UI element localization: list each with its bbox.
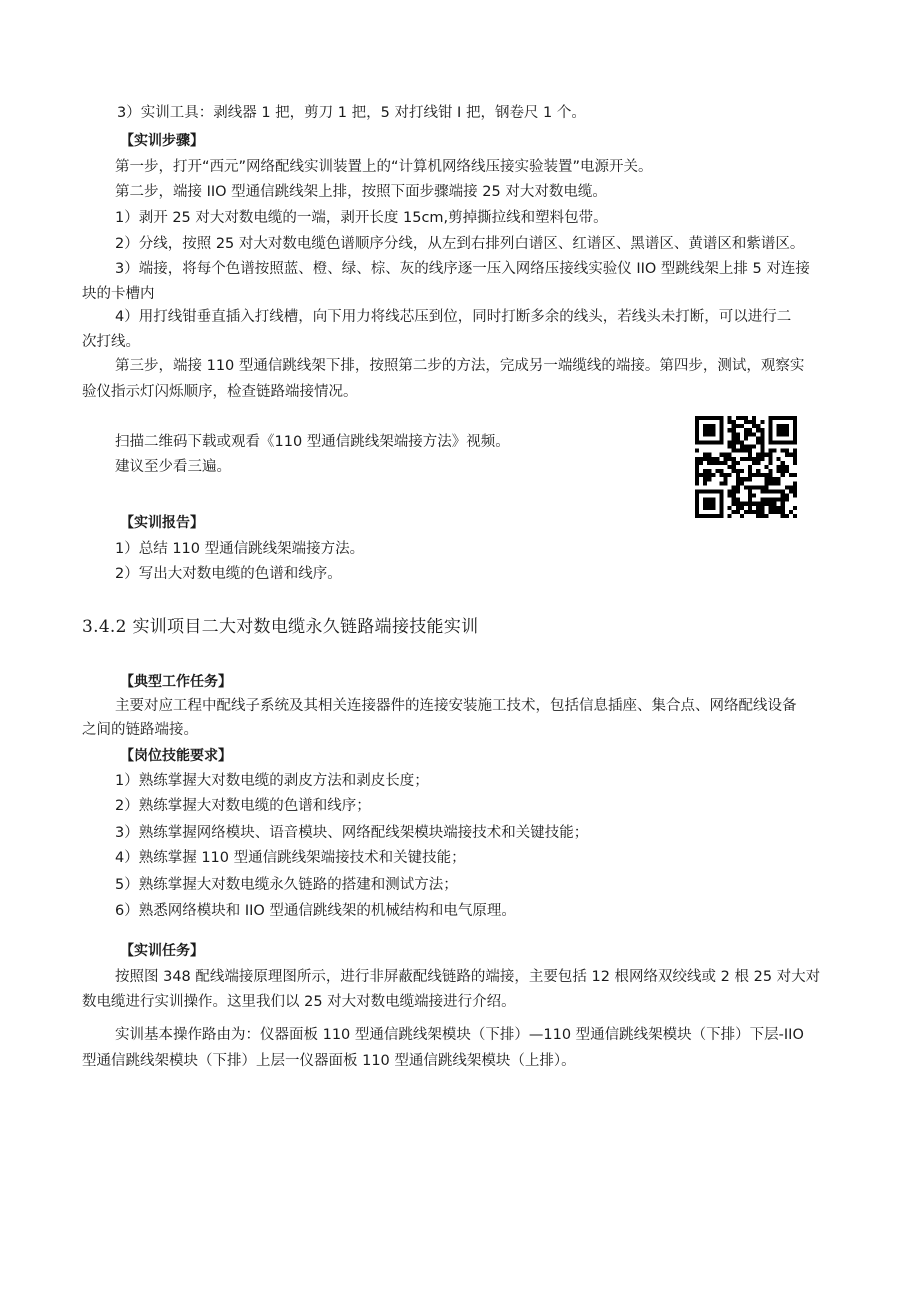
qr-code-icon[interactable] — [695, 416, 797, 518]
route-text: 实训基本操作路由为：仪器面板 110 型通信跳线架模块（下排）—110 型通信跳线架模块（下排）下层-IIO — [115, 1027, 804, 1043]
step1-text: 第一步，打开“西元”网络配线实训装置上的“计算机网络线压接实验装置”电源开关。 — [115, 159, 653, 175]
mission-text: 按照图 348 配线端接原理图所示，进行非屏蔽配线链路的端接，主要包括 12 根网络双绞线或 2 根 25 对大对 — [115, 969, 821, 985]
qr-caption-line2: 建议至少看三遍。 — [115, 459, 231, 475]
skill-item: 5）熟练掌握大对数电缆永久链路的搭建和测试方法； — [115, 877, 458, 893]
substep2-text: 2）分线，按照 25 对大对数电缆色谱顺序分线，从左到右排列白谱区、红谱区、黑谱区、黄谱区和紫谱区。 — [115, 236, 805, 252]
substep4-continuation: 次打线。 — [82, 334, 140, 350]
report-item-1: 1）总结 110 型通信跳线架端接方法。 — [115, 541, 365, 557]
qr-caption-line1: 扫描二维码下载或观看《110 型通信跳线架端接方法》视频。 — [115, 434, 510, 450]
skill-item: 2）熟练掌握大对数电缆的色谱和线序； — [115, 798, 371, 814]
skill-item: 6）熟悉网络模块和 IIO 型通信跳线架的机械结构和电气原理。 — [115, 903, 516, 919]
step3-continuation: 验仪指示灯闪烁顺序，检查链路端接情况。 — [82, 384, 358, 400]
skills-heading: 【岗位技能要求】 — [120, 748, 232, 764]
step3-text: 第三步，端接 110 型通信跳线架下排，按照第二步的方法，完成另一端缆线的端接。第四步，测试，观察实 — [115, 358, 805, 374]
mission-continuation: 数电缆进行实训操作。这里我们以 25 对大对数电缆端接进行介绍。 — [82, 994, 516, 1010]
steps-heading: 【实训步骤】 — [120, 133, 204, 149]
substep3-continuation: 块的卡槽内 — [82, 286, 155, 302]
task-heading: 【典型工作任务】 — [120, 674, 232, 690]
task-text: 主要对应工程中配线子系统及其相关连接器件的连接安装施工技术，包括信息插座、集合点、网络配线设备 — [115, 698, 797, 714]
section-title: 3.4.2 实训项目二大对数电缆永久链路端接技能实训 — [82, 617, 479, 637]
substep4-text: 4）用打线钳垂直插入打线槽，向下用力将线芯压到位，同时打断多余的线头，若线头未打断，可以进行二 — [115, 309, 792, 325]
report-heading: 【实训报告】 — [120, 515, 204, 531]
substep1-text: 1）剥开 25 对大对数电缆的一端，剥开长度 15cm,剪掉撕拉线和塑料包带。 — [115, 210, 608, 226]
skill-item: 4）熟练掌握 110 型通信跳线架端接技术和关键技能； — [115, 850, 466, 866]
step2-text: 第二步，端接 IIO 型通信跳线架上排，按照下面步骤端接 25 对大对数电缆。 — [115, 184, 607, 200]
skill-item: 1）熟练掌握大对数电缆的剥皮方法和剥皮长度； — [115, 773, 429, 789]
report-item-2: 2）写出大对数电缆的色谱和线序。 — [115, 566, 342, 582]
task-continuation: 之间的链路端接。 — [82, 722, 198, 738]
tools-line: 3）实训工具：剥线器 1 把，剪刀 1 把，5 对打线钳 I 把，钢卷尺 1 个。 — [117, 105, 586, 121]
skill-item: 3）熟练掌握网络模块、语音模块、网络配线架模块端接技术和关键技能； — [115, 825, 589, 841]
substep3-text: 3）端接，将每个色谱按照蓝、橙、绿、棕、灰的线序逐一压入网络压接线实验仪 IIO 型跳线架上排 5 对连接 — [115, 261, 810, 277]
route-continuation: 型通信跳线架模块（下排）上层一仪器面板 110 型通信跳线架模块（上排）。 — [82, 1053, 576, 1069]
mission-heading: 【实训任务】 — [120, 943, 204, 959]
